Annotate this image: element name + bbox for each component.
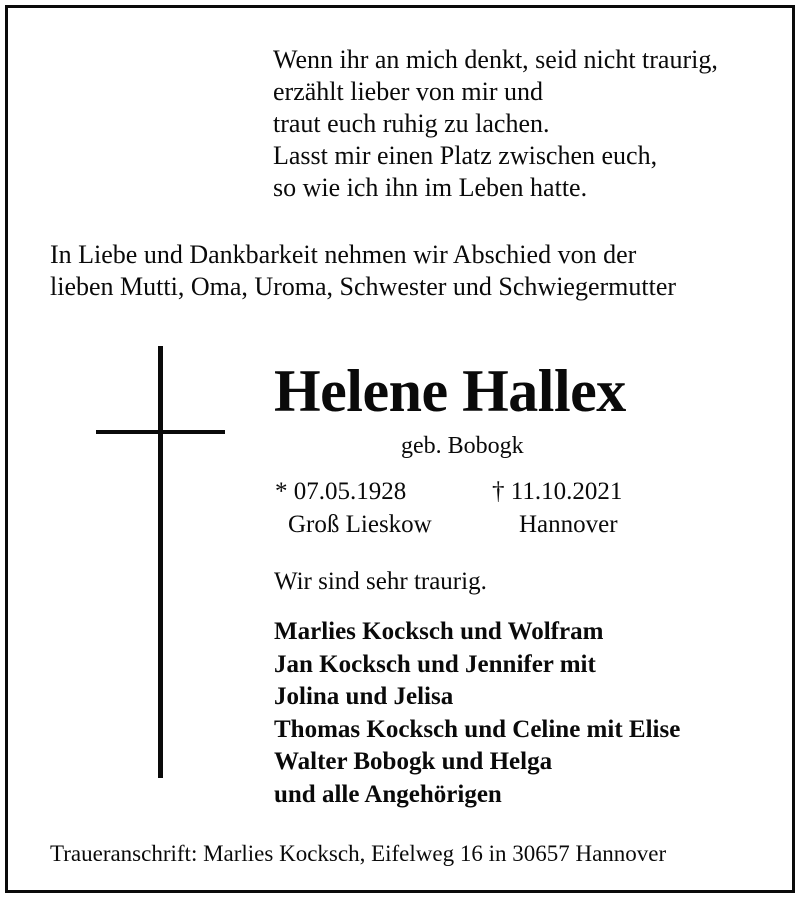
poem-line: Wenn ihr an mich denkt, seid nicht traurig, [273, 45, 718, 74]
poem [273, 44, 718, 204]
farewell-intro [50, 239, 676, 303]
cross-vertical-bar [158, 346, 163, 778]
mourner-line: Jan Kocksch und Jennifer mit [274, 650, 596, 678]
cross-horizontal-bar [96, 430, 225, 434]
intro-line: lieben Mutti, Oma, Uroma, Schwester und Schwiegermutter [50, 272, 677, 301]
mourning-statement: Wir sind sehr traurig. [274, 568, 487, 595]
mourner-line: Walter Bobogk und Helga [274, 748, 553, 775]
maiden-name: geb. Bobogk [401, 433, 524, 459]
death-place: Hannover [519, 511, 618, 538]
mourners-list [274, 616, 680, 811]
poem-line: traut euch ruhig zu lachen. [273, 109, 550, 138]
death-date: † 11.10.2021 [492, 478, 623, 505]
birth-date: * 07.05.1928 [275, 478, 407, 505]
deceased-name: Helene Hallex [274, 358, 626, 424]
obituary-notice [5, 5, 795, 893]
birth-place: Groß Lieskow [288, 511, 432, 538]
mourning-address: Traueranschrift: Marlies Kocksch, Eifelweg 16 in 30657 Hannover [50, 841, 667, 866]
mourner-line: Thomas Kocksch und Celine mit Elise [274, 715, 681, 743]
intro-line: In Liebe und Dankbarkeit nehmen wir Abschied von der [50, 240, 637, 269]
poem-line: so wie ich ihn im Leben hatte. [273, 173, 588, 202]
poem-line: erzählt lieber von mir und [273, 77, 544, 106]
poem-line: Lasst mir einen Platz zwischen euch, [273, 141, 658, 170]
mourner-line: Marlies Kocksch und Wolfram [274, 618, 604, 645]
mourner-line: Jolina und Jelisa [274, 683, 454, 710]
mourner-line: und alle Angehörigen [274, 780, 502, 808]
